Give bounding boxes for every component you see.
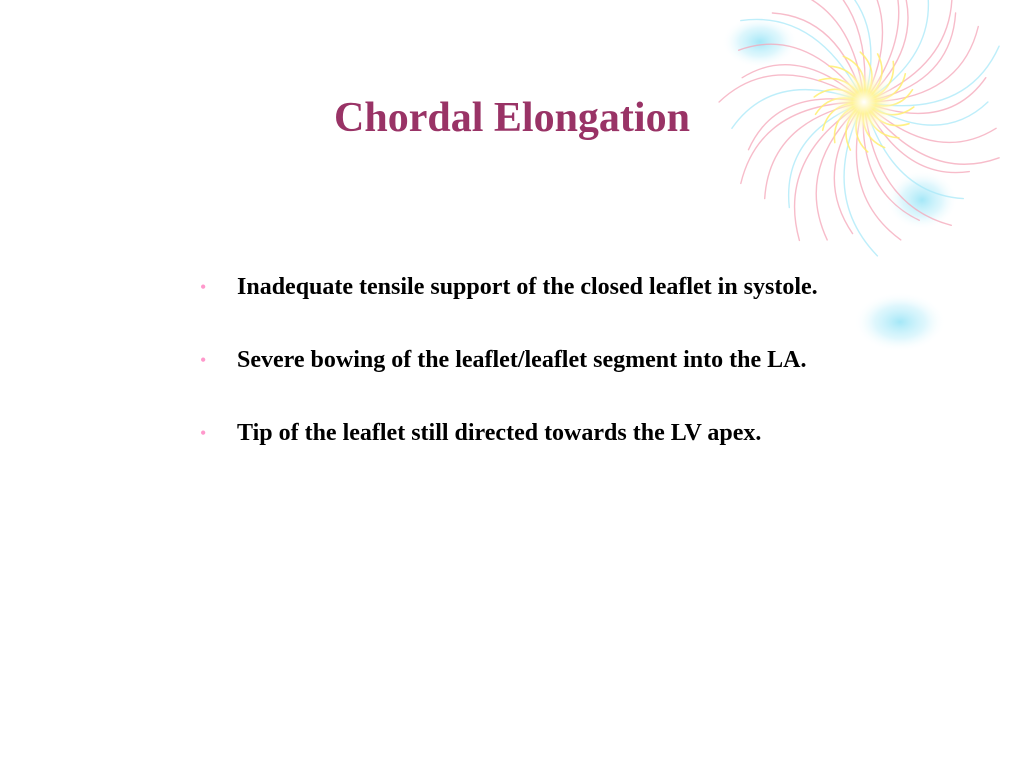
firework-ray [864,0,908,102]
bullet-dot-icon: • [200,350,207,370]
slide-title: Chordal Elongation [334,95,690,141]
firework-ray [852,0,883,102]
list-item [196,418,836,449]
firework-ray [864,13,956,102]
firework-ray [772,13,864,102]
bullet-text: Severe bowing of the leaflet/leaflet segment into the LA. [237,347,807,373]
cyan-glow-mid [886,170,958,230]
bullet-text: Tip of the leaflet still directed towards the LV apex. [237,420,762,446]
bullet-dot-icon: • [200,423,207,443]
cyan-glow-right [854,292,946,352]
firework-ray [864,0,899,102]
list-item [196,345,836,376]
bullet-dot-icon: • [200,277,207,297]
firework-ray [741,19,864,102]
firework-ray [864,27,978,103]
bullet-text: Inadequate tensile support of the closed leaflet in systole. [237,274,818,300]
firework-ray [830,0,871,102]
bullet-list [196,272,836,491]
firework-ray [864,0,928,102]
firework-ray [864,0,952,102]
cyan-glow-top [722,16,798,68]
firework-ray [799,0,865,102]
firework-ray [783,0,864,102]
list-item [196,272,836,303]
